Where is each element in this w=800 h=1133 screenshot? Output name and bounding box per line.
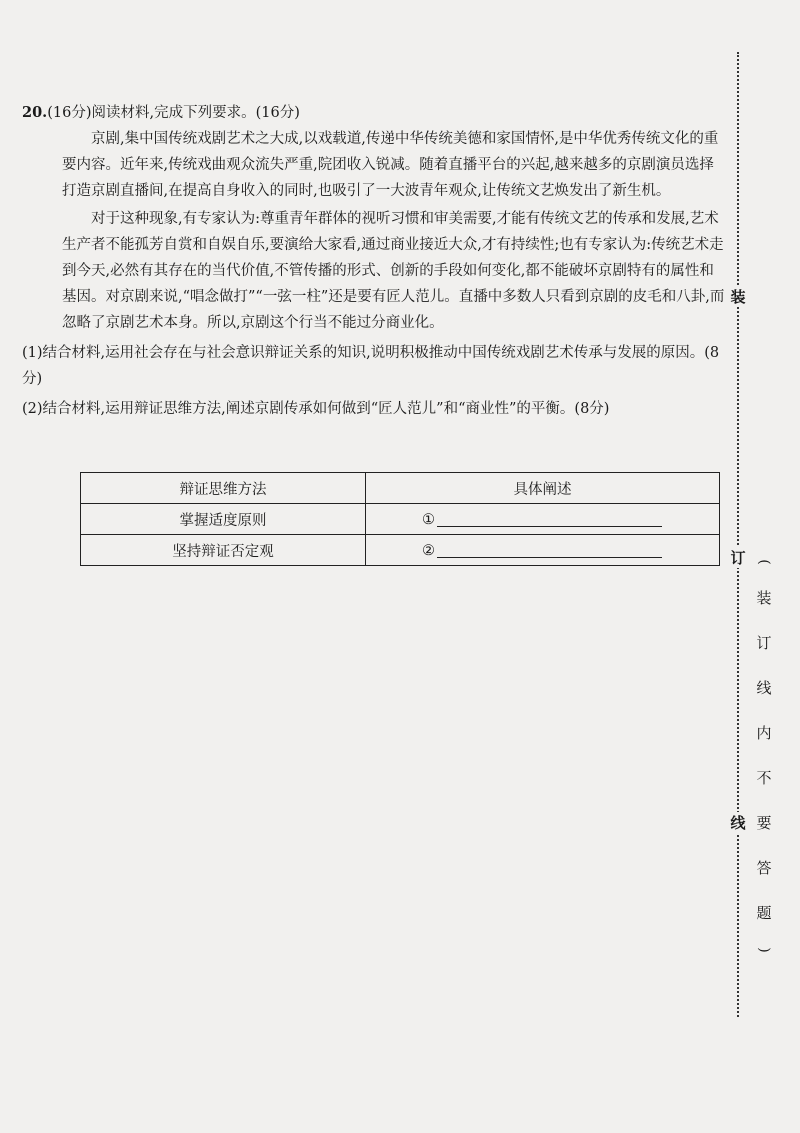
answer-blank-1[interactable]	[437, 510, 662, 527]
binding-notice-char: 不	[756, 769, 772, 787]
sub-question-1-text: 结合材料,运用社会存在与社会意识辩证关系的知识,说明积极推动中国传统戏剧艺术传承与发展的原因。(8分)	[22, 345, 720, 387]
header-explanation: 具体阐述	[366, 473, 720, 504]
binding-notice-char: 题	[756, 904, 772, 922]
sub-question-2-text: 结合材料,运用辩证思维方法,阐述京剧传承如何做到“匠人范儿”和“商业性”的平衡。(8分)	[42, 401, 610, 417]
header-method: 辩证思维方法	[81, 473, 366, 504]
row-1-marker: ①	[422, 512, 435, 528]
binding-dotted-line	[737, 52, 739, 1017]
table-row	[81, 504, 720, 535]
binding-notice-char: 答	[756, 859, 772, 877]
binding-mark-ding: 订	[728, 547, 748, 568]
binding-notice-char: 内	[756, 724, 772, 742]
row-2-marker: ②	[422, 543, 435, 559]
sub-question-2-label: (2)	[22, 401, 43, 417]
binding-mark-xian: 线	[728, 812, 748, 833]
question-heading	[22, 100, 727, 126]
sub-question-1-label: (1)	[22, 345, 43, 361]
answer-blank-2[interactable]	[437, 541, 662, 558]
sub-question-1	[22, 340, 727, 392]
binding-notice	[752, 548, 776, 964]
sub-question-2	[22, 396, 727, 422]
material-text	[22, 126, 727, 336]
binding-notice-char: 线	[756, 679, 772, 697]
table-row	[81, 535, 720, 566]
binding-notice-char: 要	[756, 814, 772, 832]
binding-notice-close-paren: )	[756, 947, 772, 953]
material-paragraph-2: 对于这种现象,有专家认为:尊重青年群体的视听习惯和审美需要,才能有传统文艺的传承和发展,艺术生产者不能孤芳自赏和自娱自乐,要演给大家看,通过商业接近大众,才有持续性;也有专家认为:传统艺术走到今天,必然有其存在的当代价值,不管传播的形式、创新的手段如何变化,都不能破坏京剧特有的属性和基因。对京剧来说,“唱念做打”“一弦一柱”还是要有匠人范儿。直播中多数人只看到京剧的皮毛和八卦,而忽略了京剧艺术本身。所以,京剧这个行当不能过分商业化。	[62, 211, 725, 331]
answer-table-header	[81, 473, 720, 504]
row-1-method: 掌握适度原则	[81, 504, 366, 535]
row-2-method: 坚持辩证否定观	[81, 535, 366, 566]
question-title: (16分)阅读材料,完成下列要求。(16分)	[47, 105, 300, 121]
answer-table	[80, 472, 720, 566]
row-2-answer[interactable]	[366, 535, 720, 566]
binding-notice-char: 订	[756, 634, 772, 652]
row-1-answer[interactable]	[366, 504, 720, 535]
question-20	[22, 100, 727, 422]
binding-notice-open-paren: (	[756, 559, 772, 565]
question-number: 20.	[22, 104, 48, 121]
material-paragraph-1: 京剧,集中国传统戏剧艺术之大成,以戏载道,传递中华传统美德和家国情怀,是中华优秀传统文化的重要内容。近年来,传统戏曲观众流失严重,院团收入锐减。随着直播平台的兴起,越来越多的京剧演员选择打造京剧直播间,在提高自身收入的同时,也吸引了一大波青年观众,让传统文艺焕发出了新生机。	[62, 131, 719, 199]
binding-mark-zhuang: 装	[728, 286, 748, 307]
binding-notice-char: 装	[756, 589, 772, 607]
